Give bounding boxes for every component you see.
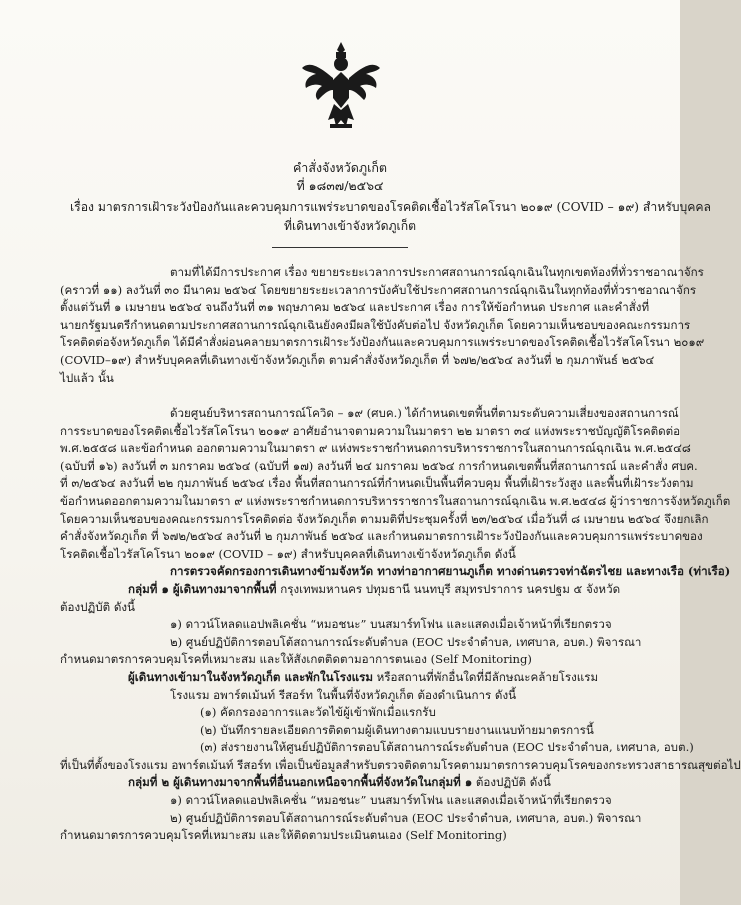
group2-item-1: ๑) ดาวน์โหลดแอปพลิเคชั่น “หมอชนะ” บนสมาร์ทโฟน และแสดงเมื่อเจ้าหน้าที่เรียกตรวจ	[170, 793, 612, 808]
paragraph-line: (คราวที่ ๑๑) ลงวันที่ ๓๐ มีนาคม ๒๕๖๔ โดยขยายระยะเวลาการบังคับใช้ประกาศสถานการณ์ฉุกเฉินในทุกท้องที่ทั่วราชอาณาจักร	[60, 282, 697, 297]
hotel-item-3-cont: ที่เป็นที่ตั้งของโรงแรม อพาร์ตเม้นท์ รีสอร์ท เพื่อเป็นข้อมูลสำหรับตรวจติดตามโรคตามมาตรการควบคุมโรคของกระทรวงสาธารณสุขต่อไป	[60, 757, 741, 772]
group2-item-2-cont: กำหนดมาตรการควบคุมโรคที่เหมาะสม และให้ติดตามประเมินตนเอง (Self Monitoring)	[60, 828, 507, 843]
paragraph-line: ข้อกำหนดออกตามความในมาตรา ๙ แห่งพระราชกำหนดการบริหารราชการในสถานการณ์ฉุกเฉิน พ.ศ.๒๕๔๘ ผู้ว่าราชการจังหวัดภูเก็ต	[60, 493, 731, 508]
paragraph-line: การระบาดของโรคติดเชื้อไวรัสโคโรนา ๒๐๑๙ อาศัยอำนาจตามความในมาตรา ๒๒ มาตรา ๓๔ แห่งพระราชบัญญัติโรคติดต่อ	[60, 423, 681, 438]
paragraph-line: นายกรัฐมนตรีกำหนดตามประกาศสถานการณ์ฉุกเฉินยังคงมีผลใช้บังคับต่อไป จังหวัดภูเก็ต โดยความเห็นชอบของคณะกรรมการ	[60, 317, 691, 332]
paragraph-line: ตั้งแต่วันที่ ๑ เมษายน ๒๕๖๔ จนถึงวันที่ ๓๑ พฤษภาคม ๒๕๖๔ และประกาศ เรื่อง การให้ข้อกำหนด ประกาศ และคำสั่งที่	[60, 300, 650, 315]
paragraph-line: โรคติดต่อจังหวัดภูเก็ต ได้มีคำสั่งผ่อนคลายมาตรการเฝ้าระวังป้องกันและควบคุมการแพร่ระบาดของโรคติดเชื้อไวรัสโคโรนา ๒๐๑๙	[60, 335, 705, 350]
subject-line-1: เรื่อง มาตรการเฝ้าระวังป้องกันและควบคุมการแพร่ระบาดของโรคติดเชื้อไวรัสโคโรนา ๒๐๑๙ (COVID – ๑๙) สำหรับบุคคล	[70, 200, 712, 214]
group1-heading-label: กลุ่มที่ ๑ ผู้เดินทางมาจากพื้นที่	[128, 581, 277, 596]
paragraph-line: (ฉบับที่ ๑๖) ลงวันที่ ๓ มกราคม ๒๕๖๔ (ฉบับที่ ๑๗) ลงวันที่ ๒๔ มกราคม ๒๕๖๔ การกำหนดเขตพื้นที่สถานการณ์ และคำสั่ง ศบค.	[60, 458, 698, 473]
hotel-heading-rest: หรือสถานที่พักอื่นใดที่มีลักษณะคล้ายโรงแรม	[373, 669, 599, 684]
group2-heading-rest: ต้องปฏิบัติ ดังนี้	[472, 775, 551, 790]
hotel-line-2: โรงแรม อพาร์ตเม้นท์ รีสอร์ท ในพื้นที่จังหวัดภูเก็ต ต้องดำเนินการ ดังนี้	[170, 687, 517, 702]
order-number: ที่ ๑๘๓๗/๒๕๖๔	[296, 178, 384, 193]
hotel-heading-bold: ผู้เดินทางเข้ามาในจังหวัดภูเก็ต และพักในโรงแรม	[128, 669, 373, 684]
group2-item-2: ๒) ศูนย์ปฏิบัติการตอบโต้สถานการณ์ระดับตำบล (EOC ประจำตำบล, เทศบาล, อบต.) พิจารณา	[170, 810, 642, 825]
group2-heading-label: กลุ่มที่ ๒ ผู้เดินทางมาจากพื้นที่อื่นนอกเหนือจากพื้นที่จังหวัดในกลุ่มที่ ๑	[128, 775, 473, 790]
order-heading: คำสั่งจังหวัดภูเก็ต	[292, 160, 388, 175]
paragraph-line: โรคติดเชื้อไวรัสโคโรนา ๒๐๑๙ (COVID – ๑๙) สำหรับบุคคลที่เดินทางเข้าจังหวัดภูเก็ต ดังนี้	[60, 546, 516, 561]
hotel-heading	[60, 669, 635, 687]
hotel-item-2: (๒) บันทึกรายละเอียดการติดตามผู้เดินทางตามแบบรายงานแนบท้ายมาตรการนี้	[200, 722, 594, 737]
paragraph-line: ที่ ๓/๒๕๖๔ ลงวันที่ ๒๒ กุมภาพันธ์ ๒๕๖๔ เรื่อง พื้นที่สถานการณ์ที่กำหนดเป็นพื้นที่ควบคุม พื้นที่เฝ้าระวังสูง และพื้นที่เฝ้าระวังตาม	[60, 476, 694, 491]
group1-item-2-cont: กำหนดมาตรการควบคุมโรคที่เหมาะสม และให้สังเกตติดตามอาการตนเอง (Self Monitoring)	[60, 652, 532, 667]
group1-heading-rest: กรุงเทพมหานคร ปทุมธานี นนทบุรี สมุทรปราการ นครปฐม ๕ จังหวัด	[276, 581, 621, 596]
garuda-emblem-icon	[296, 38, 386, 138]
paragraph-line: ไปแล้ว นั้น	[60, 370, 114, 385]
paragraph-line: ด้วยศูนย์บริหารสถานการณ์โควิด – ๑๙ (ศบค.) ได้กำหนดเขตพื้นที่ตามระดับความเสี่ยงของสถานการณ์	[170, 406, 679, 420]
paragraph-line: ตามที่ได้มีการประกาศ เรื่อง ขยายระยะเวลาการประกาศสถานการณ์ฉุกเฉินในทุกเขตท้องที่ทั่วราชอาณาจักร	[170, 265, 704, 279]
group1-item-2: ๒) ศูนย์ปฏิบัติการตอบโต้สถานการณ์ระดับตำบล (EOC ประจำตำบล, เทศบาล, อบต.) พิจารณา	[170, 634, 642, 649]
group1-heading	[60, 581, 635, 599]
divider-line	[272, 247, 408, 248]
group1-heading-cont: ต้องปฏิบัติ ดังนี้	[60, 599, 135, 614]
group1-item-1: ๑) ดาวน์โหลดแอปพลิเคชั่น “หมอชนะ” บนสมาร์ทโฟน และแสดงเมื่อเจ้าหน้าที่เรียกตรวจ	[170, 617, 612, 632]
hotel-item-1: (๑) คัดกรองอาการและวัดไข้ผู้เข้าพักเมื่อแรกรับ	[200, 705, 436, 720]
hotel-item-3: (๓) ส่งรายงานให้ศูนย์ปฏิบัติการตอบโต้สถานการณ์ระดับตำบล (EOC ประจำตำบล, เทศบาล, อบต.)	[200, 740, 694, 755]
paragraph-line: คำสั่งจังหวัดภูเก็ต ที่ ๖๗๒/๒๕๖๔ ลงวันที่ ๒ กุมภาพันธ์ ๒๕๖๔ และกำหนดมาตรการเฝ้าระวังป้องกันและควบคุมการแพร่ระบาดของ	[60, 529, 703, 544]
subject-block	[70, 198, 712, 236]
group2-heading	[60, 774, 635, 792]
subject-line-2: ที่เดินทางเข้าจังหวัดภูเก็ต	[284, 219, 416, 233]
paragraph-line: (COVID–๑๙) สำหรับบุคคลที่เดินทางเข้าจังหวัดภูเก็ต ตามคำสั่งจังหวัดภูเก็ต ที่ ๖๗๒/๒๕๖๔ ลงวันที่ ๒ กุมภาพันธ์ ๒๕๖๔	[60, 352, 655, 367]
paragraph-1	[60, 264, 705, 387]
paragraph-line: โดยความเห็นชอบของคณะกรรมการโรคติดต่อ จังหวัดภูเก็ต ตามมติที่ประชุมครั้งที่ ๒๓/๒๕๖๔ เมื่อวันที่ ๘ เมษายน ๒๕๖๔ จึงยกเลิก	[60, 511, 709, 526]
screening-heading: การตรวจคัดกรองการเดินทางข้ามจังหวัด ทางท่าอากาศยานภูเก็ต ทางด่านตรวจท่าฉัตรไชย และทางเรือ (ท่าเรือ)	[170, 564, 731, 579]
paragraph-line: พ.ศ.๒๕๕๘ และข้อกำหนด ออกตามความในมาตรา ๙ แห่งพระราชกำหนดการบริหารราชการในสถานการณ์ฉุกเฉิน พ.ศ.๒๕๔๘	[60, 441, 691, 456]
paragraph-2	[60, 405, 741, 845]
